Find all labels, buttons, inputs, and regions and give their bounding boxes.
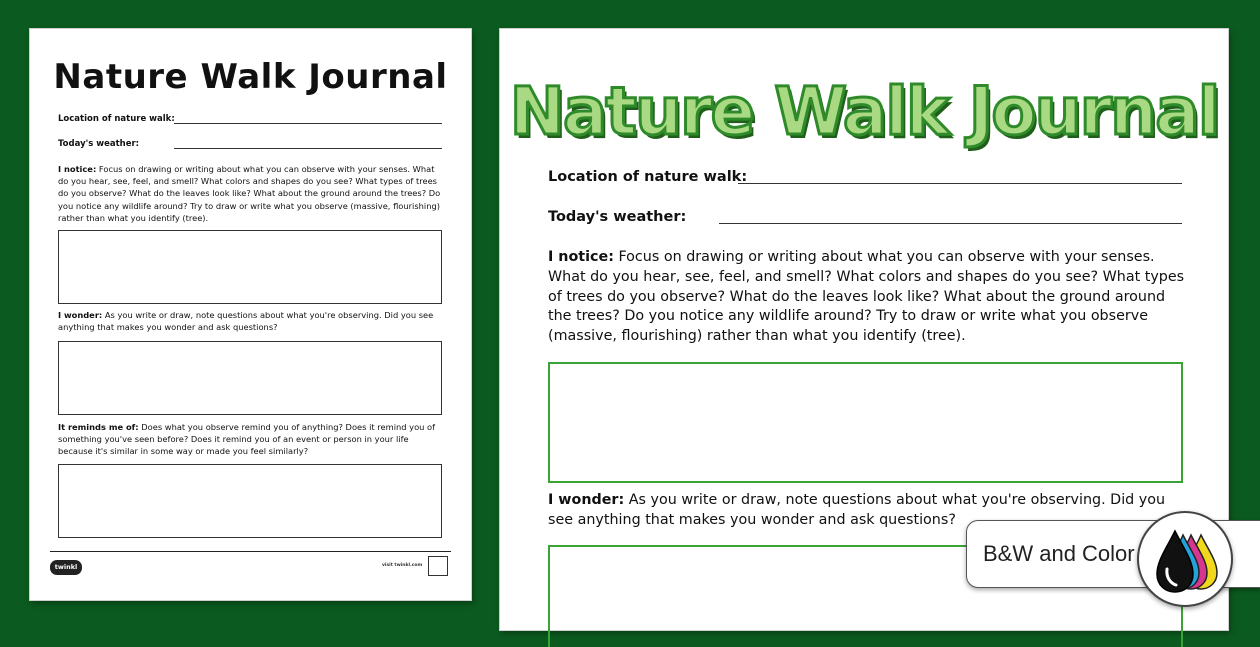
bw-reminds-box	[58, 464, 442, 538]
quality-badge-icon	[428, 556, 448, 576]
bw-notice-heading: I notice:	[58, 164, 97, 174]
color-wonder-text: As you write or draw, note questions about what you're observing. Did you see anything that makes you wonder and ask questions?	[548, 492, 1166, 528]
bw-wonder-box	[58, 341, 442, 415]
color-notice-box	[548, 362, 1183, 483]
bw-reminds-heading: It reminds me of:	[58, 422, 139, 432]
ink-drops-icon	[1137, 511, 1233, 607]
bw-reminds-paragraph	[58, 421, 442, 458]
color-location-label: Location of nature walk:	[548, 169, 748, 185]
bw-footer-divider	[50, 551, 451, 552]
twinkl-logo: twinkl	[50, 560, 82, 575]
color-notice-text: Focus on drawing or writing about what you can observe with your senses. What do you hear, see, feel, and smell? What colors and shapes do you see? What types of trees do you observe? What do the leaves look like? What about the ground around the trees? Do you notice any wildlife around? Try to draw or write what you observe (massive, flourishing) rather than what you identify (tree).	[548, 249, 1185, 345]
color-page-title: Nature Walk Journal	[509, 73, 1219, 150]
bw-notice-box	[58, 230, 442, 304]
bw-weather-label: Today's weather:	[58, 139, 140, 149]
color-location-line	[738, 183, 1182, 184]
color-weather-line	[719, 223, 1182, 224]
bw-weather-line	[174, 148, 442, 149]
color-notice-paragraph	[548, 248, 1188, 347]
bw-wonder-heading: I wonder:	[58, 310, 103, 320]
bw-location-label: Location of nature walk:	[58, 114, 175, 124]
bw-footer-visit-text: visit twinkl.com	[382, 563, 423, 568]
bw-page-title: Nature Walk Journal	[53, 57, 448, 97]
bw-notice-text: Focus on drawing or writing about what you can observe with your senses. What do you hear, see, feel, and smell? What colors and shapes do you see? What types of trees do you observe? What do the leaves look like? What about the ground around the trees? Do you notice any wildlife around? Try to draw or write what you observe (massive, flourishing) rather than what you identify (tree).	[58, 164, 441, 223]
bw-reminds-text: Does what you observe remind you of anything? Does it remind you of something you've seen before? Does it remind you of an event or person in your life because it's similar in some way or made you feel similarly?	[58, 422, 436, 457]
color-wonder-heading: I wonder:	[548, 492, 625, 508]
bw-location-line	[174, 123, 442, 124]
bw-wonder-text: As you write or draw, note questions about what you're observing. Did you see anything that makes you wonder and ask questions?	[58, 310, 434, 333]
badge-label: B&W and Color	[983, 541, 1135, 566]
color-notice-heading: I notice:	[548, 249, 614, 265]
bw-wonder-paragraph	[58, 309, 442, 333]
bw-worksheet-page	[30, 29, 471, 600]
color-weather-label: Today's weather:	[548, 209, 687, 225]
bw-notice-paragraph	[58, 163, 442, 224]
ink-drops-svg	[1139, 513, 1231, 605]
